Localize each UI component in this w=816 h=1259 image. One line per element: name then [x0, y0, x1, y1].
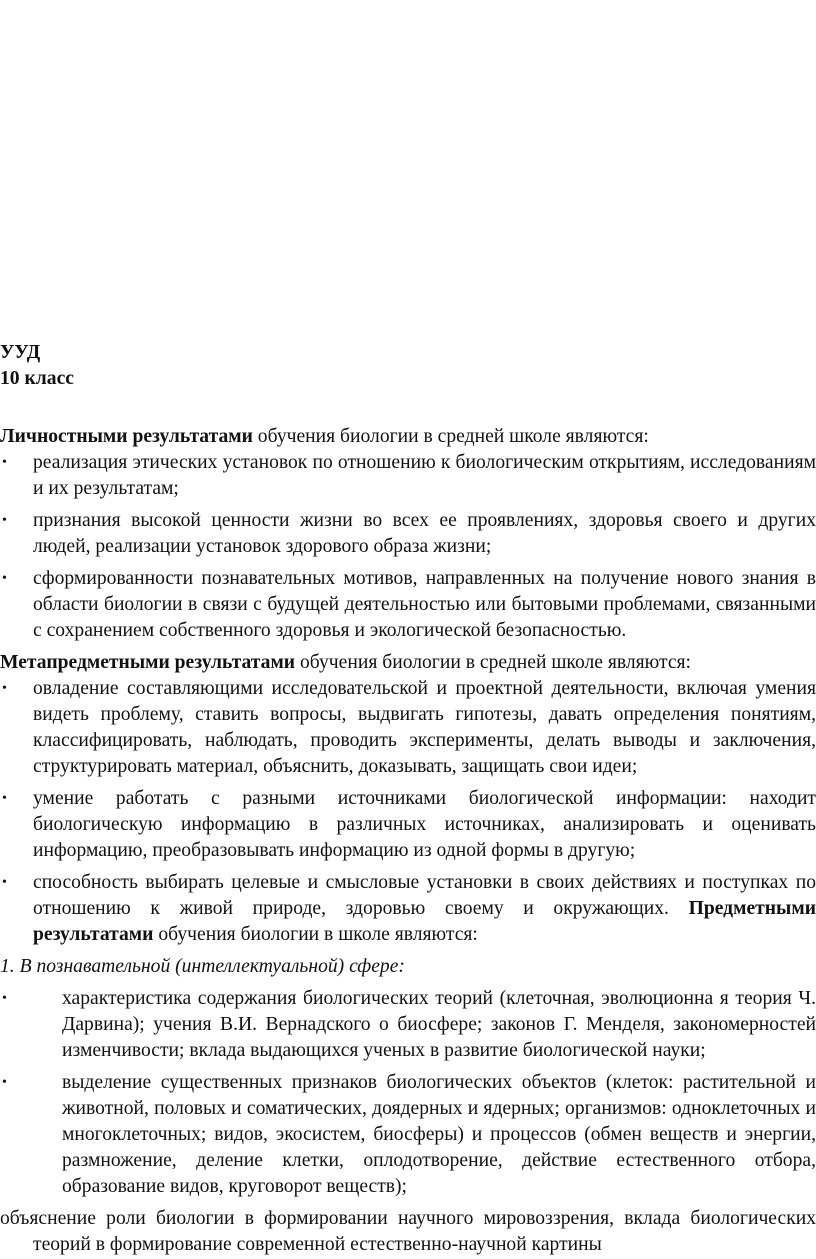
- meta-results-intro-text: обучения биологии в средней школе являются:: [295, 652, 691, 673]
- subject-results-list: [0, 986, 816, 1200]
- list-item: • реализация этических установок по отношению к биологическим открытиям, исследованиям и их результатам;: [0, 450, 816, 502]
- document-body: [0, 340, 816, 1258]
- list-item: • сформированности познавательных мотивов, направленных на получение нового знания в области биологии в связи с будущей деятельностью или бытовыми проблемами, связанными с сохранением собственного здоровья и экологической безопасностью.: [0, 566, 816, 644]
- meta-results-list: [0, 676, 816, 948]
- spacer: [0, 392, 816, 418]
- heading-title: УУД: [0, 342, 41, 363]
- heading-grade: 10 класс: [0, 368, 74, 389]
- personal-results-label: Личностными результатами: [0, 426, 253, 447]
- list-item: • умение работать с разными источниками биологической информации: находит биологическую информацию в различных источниках, анализировать и оценивать информацию, преобразовывать информацию из одной формы в другую;: [0, 786, 816, 864]
- meta-results-intro: [0, 650, 816, 676]
- list-item: • характеристика содержания биологических теорий (клеточная, эволюционна я теория Ч. Дарвина); учения В.И. Вернадского о биосфере; законов Г. Менделя, закономерностей изменчивости; вклада выдающихся ученых в развитие биологической науки;: [0, 986, 816, 1064]
- cognitive-sphere-heading: 1. В познавательной (интеллектуальной) сфере:: [0, 956, 405, 977]
- list-item: • овладение составляющими исследовательской и проектной деятельности, включая умения видеть проблему, ставить вопросы, выдвигать гипотезы, давать определения понятиям, классифицировать, наблюдать, проводить эксперименты, делать выводы и заключения, структурировать материал, объяснить, доказывать, защищать свои идеи;: [0, 676, 816, 780]
- list-item-text: способность выбирать целевые и смысловые установки в своих действиях и поступках по отношению к живой природе, здоровью своему и окружающих.: [33, 872, 816, 919]
- list-item: • признания высокой ценности жизни во всех ее проявлениях, здоровья своего и других людей, реализации установок здорового образа жизни;: [0, 508, 816, 560]
- personal-results-intro: [0, 424, 816, 450]
- personal-results-intro-text: обучения биологии в средней школе являются:: [252, 426, 649, 447]
- subject-results-label: Предметными результатами: [33, 898, 816, 945]
- subject-results-intro-text: обучения биологии в школе являются:: [153, 924, 478, 945]
- list-item: • выделение существенных признаков биологических объектов (клеток: растительной и животной, половых и соматических, доядерных и ядерных; организмов: одноклеточных и многоклеточных; видов, экосистем, биосферы) и процессов (обмен веществ и энергии, размножение, деление клетки, оплодотворение, действие естественного отбора, образование видов, круговорот веществ);: [0, 1070, 816, 1200]
- personal-results-list: [0, 450, 816, 644]
- list-item: [0, 870, 816, 948]
- meta-results-label: Метапредметными результатами: [0, 652, 296, 673]
- final-paragraph: объяснение роли биологии в формировании научного мировоззрения, вклада биологических теорий в формирование современной естественно-научной картины: [0, 1208, 816, 1255]
